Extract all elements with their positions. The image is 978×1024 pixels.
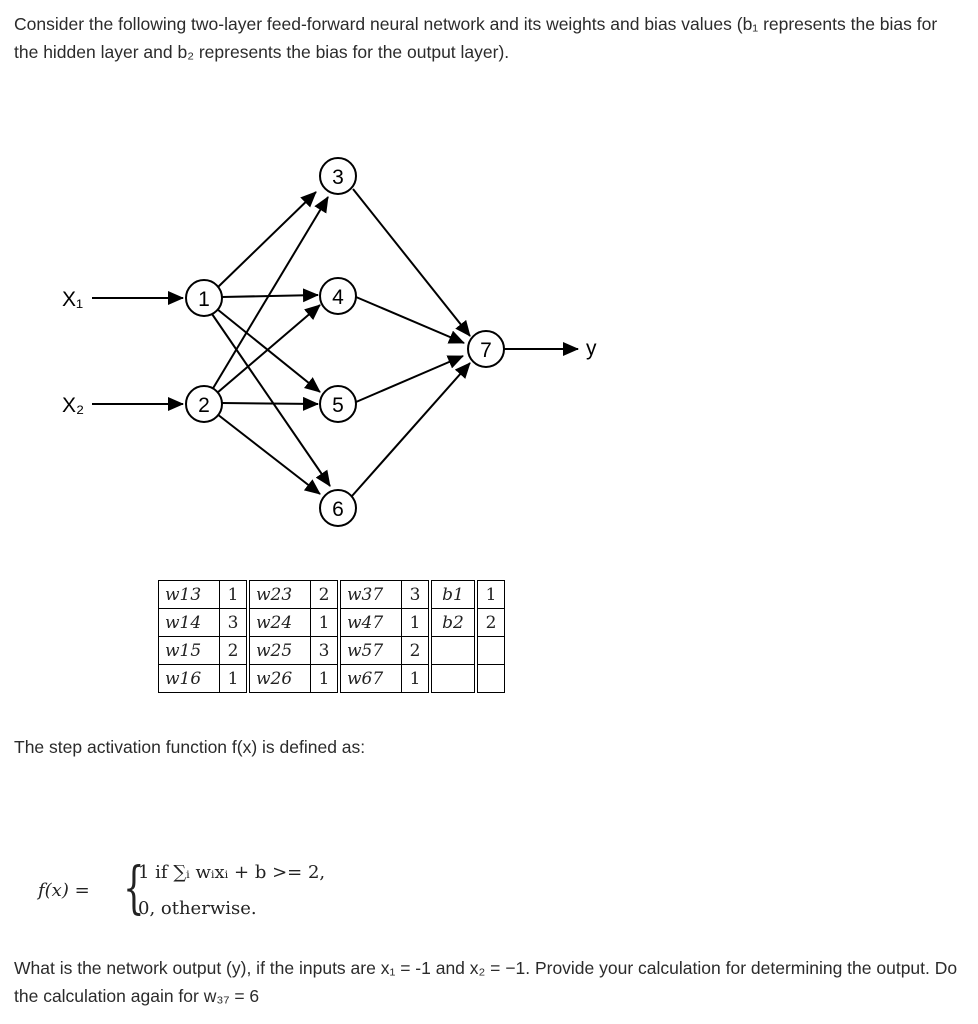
formula-case-2: 0, otherwise.: [138, 898, 257, 919]
edge-2-6: [217, 414, 320, 494]
node-label: 1: [198, 288, 210, 311]
bias-name: b1: [430, 581, 476, 609]
edge-4-7: [356, 297, 464, 343]
node-label: 5: [332, 394, 344, 417]
node-label: 4: [332, 286, 344, 309]
node-label: 7: [480, 339, 492, 362]
bias-value: 1: [476, 581, 505, 609]
weight-name: w67: [339, 665, 402, 693]
bias-value: [476, 665, 505, 693]
formula-brace: {: [123, 856, 145, 921]
node-label: 2: [198, 394, 210, 417]
edge-2-3: [212, 197, 328, 390]
step-function-caption: The step activation function f(x) is defined as:: [14, 737, 366, 757]
weight-value: 2: [402, 637, 431, 665]
weight-value: 1: [402, 609, 431, 637]
edge-6-7: [352, 363, 470, 496]
weight-name: w37: [339, 581, 402, 609]
edge-3-7: [353, 189, 470, 336]
weight-name: w26: [248, 665, 311, 693]
weight-name: w47: [339, 609, 402, 637]
output-y-label: y: [586, 337, 597, 360]
input-x2-label: X₂: [62, 394, 85, 417]
weight-value: 3: [311, 637, 340, 665]
weight-name: w24: [248, 609, 311, 637]
weight-name: w25: [248, 637, 311, 665]
weight-value: 3: [220, 609, 249, 637]
table-row: [159, 665, 505, 693]
bias-value: 2: [476, 609, 505, 637]
weight-name: w13: [159, 581, 220, 609]
weight-value: 1: [402, 665, 431, 693]
weights-table: [158, 580, 505, 693]
weight-name: w57: [339, 637, 402, 665]
bias-name: b2: [430, 609, 476, 637]
edge-2-5: [222, 403, 318, 404]
weight-value: 3: [402, 581, 431, 609]
weight-value: 2: [220, 637, 249, 665]
node-label: 3: [332, 166, 344, 189]
formula-case-1: 1 if ∑ᵢ wᵢxᵢ + b >= 2,: [138, 862, 326, 883]
weight-value: 1: [311, 665, 340, 693]
input-x1-label: X₁: [62, 288, 84, 311]
bias-name: [430, 637, 476, 665]
weight-name: w14: [159, 609, 220, 637]
node-label: 6: [332, 498, 344, 521]
weight-value: 1: [311, 609, 340, 637]
weight-value: 1: [220, 665, 249, 693]
table-row: [159, 609, 505, 637]
bias-name: [430, 665, 476, 693]
weight-name: w23: [248, 581, 311, 609]
table-row: [159, 581, 505, 609]
weight-name: w15: [159, 637, 220, 665]
weight-value: 1: [220, 581, 249, 609]
edge-1-6: [212, 314, 330, 486]
weight-name: w16: [159, 665, 220, 693]
formula-lhs: f(x) =: [38, 880, 90, 901]
bias-value: [476, 637, 505, 665]
network-diagram: [0, 150, 978, 530]
edge-5-7: [356, 356, 463, 402]
table-row: [159, 637, 505, 665]
question-paragraph: What is the network output (y), if the inputs are x₁ = -1 and x₂ = −1. Provide your calculation for determining the output. Do the calculation again for w₃₇ = 6: [14, 958, 958, 1006]
intro-paragraph: Consider the following two-layer feed-forward neural network and its weights and bias values (b₁ represents the bias for the hidden layer and b₂ represents the bias for the output layer).: [14, 14, 938, 62]
weight-value: 2: [311, 581, 340, 609]
